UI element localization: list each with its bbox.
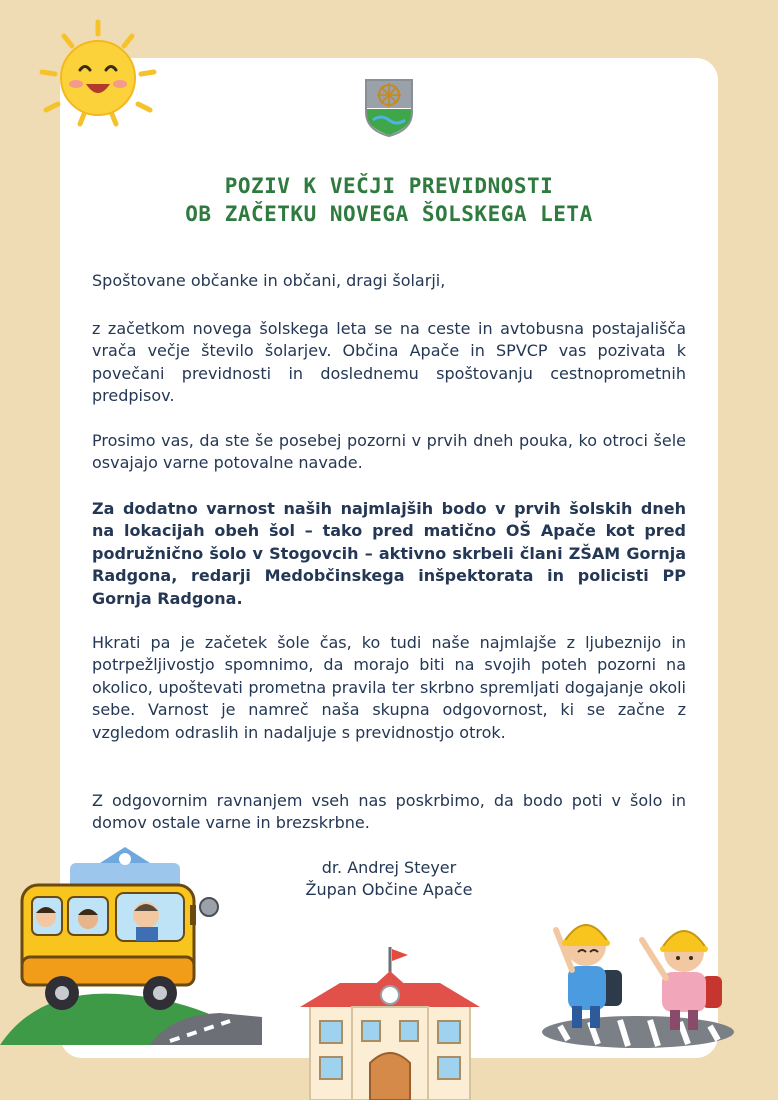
title-line-2: OB ZAČETKU NOVEGA ŠOLSKEGA LETA <box>185 202 593 226</box>
paragraph-safety-measures: Za dodatno varnost naših najmlajših bodo v prvih šolskih dneh na lokacijah obeh šol – tako pred matično OŠ Apače kot pred podružnično šolo v Stogovcih – aktivno skrbeli člani ZŠAM Gornja Radgona, redarji Medobčinskega inšpektorata in policisti PP Gornja Radgona. <box>92 499 686 608</box>
school-building-icon <box>300 945 480 1100</box>
title-line-1: POZIV K VEČJI PREVIDNOSTI <box>224 174 554 198</box>
signature-name: dr. Andrej Steyer <box>321 858 457 877</box>
paragraph-request: Prosimo vas, da ste še posebej pozorni v prvih dneh pouka, ko otroci šele osvajajo varne potovalne navade. <box>92 431 686 473</box>
children-crossing-icon <box>538 900 738 1050</box>
paragraph-closing: Z odgovornim ravnanjem vseh nas poskrbimo, da bodo poti v šolo in domov ostale varne in brezskrbne. <box>92 791 686 833</box>
signature-role: Župan Občine Apače <box>305 880 473 899</box>
sun-icon <box>28 18 168 138</box>
paragraph-intro: z začetkom novega šolskega leta se na ceste in avtobusna postajališča vrača večje število šolarjev. Občina Apače in SPVCP vas pozivata k povečani previdnosti in doslednemu spoštovanju cestnoprometnih predpisov. <box>92 319 686 406</box>
paragraph-children: Hkrati pa je začetek šole čas, ko tudi naše najmlajše z ljubeznijo in potrpežljivostjo spomnimo, da morajo biti na svojih poteh pozorni na okolico, upoštevati prometna pravila ter skrbno spremljati dogajanje okoli sebe. Varnost je namreč naša skupna odgovornost, ki se začne z vzgledom odraslih in nadaljuje s previdnostjo otrok. <box>92 633 686 742</box>
greeting: Spoštovane občanke in občani, dragi šolarji, <box>92 271 446 290</box>
municipal-crest-icon <box>364 78 414 138</box>
school-bus-icon <box>0 845 262 1045</box>
